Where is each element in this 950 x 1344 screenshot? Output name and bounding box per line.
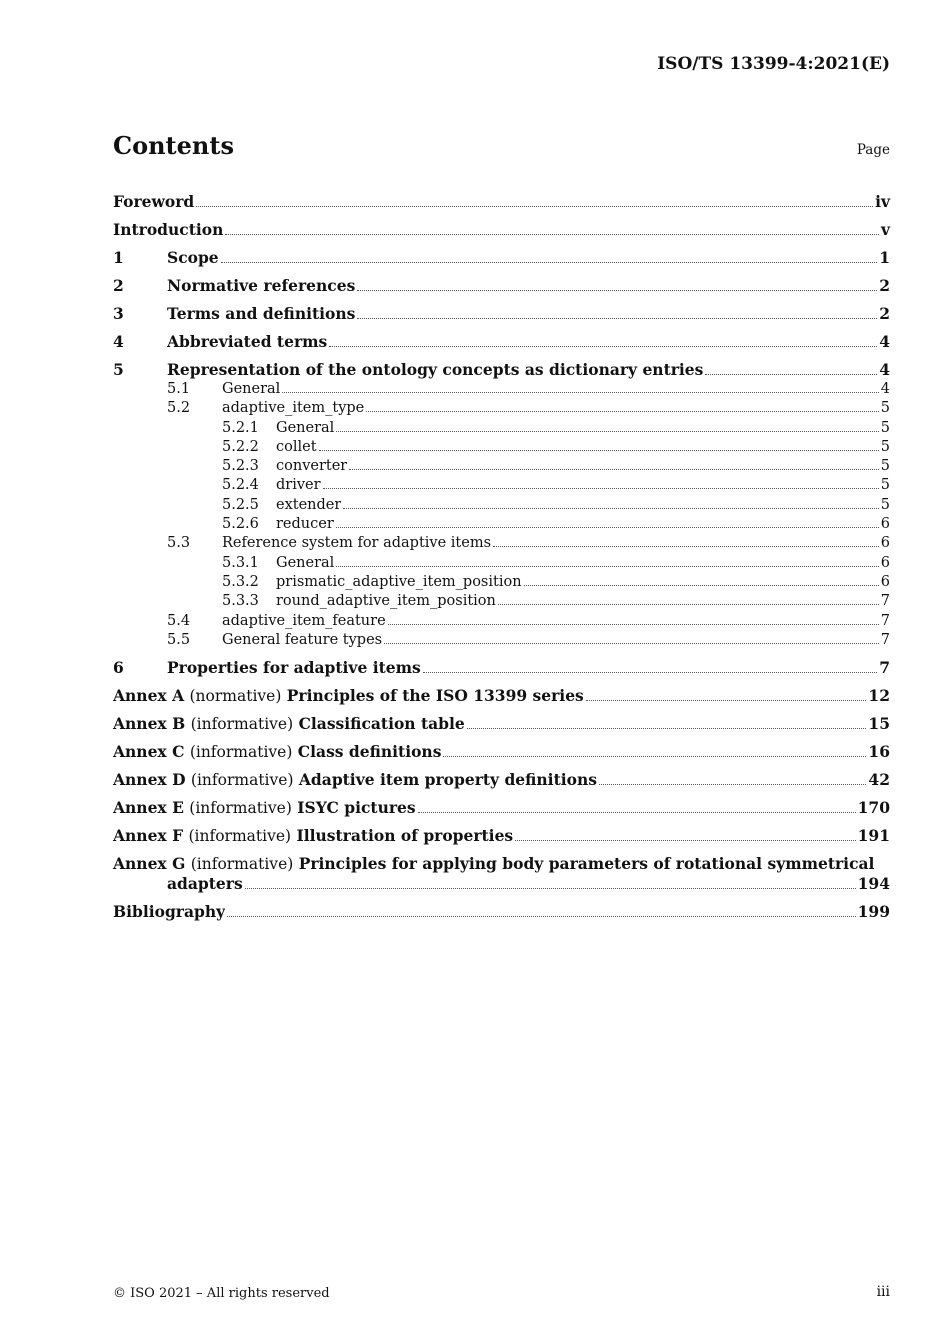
leader-dots bbox=[349, 469, 879, 470]
toc-entry-title: Abbreviated terms bbox=[167, 332, 328, 351]
toc-entry[interactable] bbox=[113, 438, 890, 457]
toc-page-number: 2 bbox=[879, 276, 890, 295]
toc-entry-title bbox=[113, 770, 597, 790]
toc-section-number: 5.2.4 bbox=[222, 477, 259, 494]
toc-entry-continuation bbox=[113, 874, 890, 894]
leader-dots bbox=[366, 411, 878, 412]
leader-dots bbox=[384, 643, 879, 644]
toc-entry-title: reducer bbox=[276, 516, 334, 533]
leader-dots bbox=[423, 672, 877, 673]
toc-entry[interactable] bbox=[113, 534, 890, 553]
annex-label: Annex C bbox=[113, 742, 185, 762]
annex-qualifier: (informative) bbox=[189, 743, 293, 762]
toc-entry-annex[interactable] bbox=[113, 770, 890, 790]
toc-section-number: 5.3.1 bbox=[222, 554, 259, 571]
annex-label: Annex F bbox=[113, 826, 184, 846]
page-column-label: Page bbox=[856, 142, 890, 158]
toc-entry-title bbox=[113, 798, 416, 818]
toc-entry[interactable] bbox=[113, 902, 890, 922]
toc-entry-title: Representation of the ontology concepts as dictionary entries bbox=[167, 360, 704, 379]
toc-page-number: 7 bbox=[880, 593, 890, 610]
toc-entry-annex[interactable] bbox=[113, 742, 890, 762]
toc-entry-annex[interactable] bbox=[113, 854, 890, 894]
toc-entry[interactable] bbox=[113, 380, 890, 399]
toc-entry[interactable] bbox=[113, 592, 890, 611]
leader-dots bbox=[282, 392, 878, 393]
annex-title: Adaptive item property definitions bbox=[298, 770, 597, 790]
toc-entry-title: Introduction bbox=[113, 220, 224, 239]
annex-title: Principles for applying body parameters of rotational symmetrical bbox=[298, 854, 875, 874]
annex-title: Classification table bbox=[298, 714, 465, 734]
toc-entry-title-line bbox=[113, 854, 890, 874]
annex-qualifier: (informative) bbox=[190, 715, 294, 734]
annex-label: Annex G bbox=[113, 854, 186, 874]
annex-qualifier: (informative) bbox=[190, 855, 294, 874]
toc-entry-annex[interactable] bbox=[113, 686, 890, 706]
toc-entry[interactable] bbox=[113, 360, 890, 380]
annex-label: Annex A bbox=[113, 686, 185, 706]
toc-entry-annex[interactable] bbox=[113, 826, 890, 846]
toc-section-number: 2 bbox=[113, 276, 124, 295]
toc-page-number: 5 bbox=[880, 458, 890, 475]
annex-qualifier: (informative) bbox=[190, 771, 294, 790]
leader-dots bbox=[357, 290, 877, 291]
toc-entry-title: prismatic_adaptive_item_position bbox=[276, 573, 522, 590]
toc-entry[interactable] bbox=[113, 612, 890, 631]
table-of-contents bbox=[113, 184, 890, 922]
annex-qualifier: (informative) bbox=[188, 827, 292, 846]
toc-entry-title: round_adaptive_item_position bbox=[276, 593, 496, 610]
document-header-id: ISO/TS 13399-4:2021(E) bbox=[657, 54, 890, 74]
toc-section-number: 5.2 bbox=[167, 400, 191, 417]
toc-entry[interactable] bbox=[113, 419, 890, 438]
toc-section-number: 5.1 bbox=[167, 381, 191, 397]
toc-entry-title: Bibliography bbox=[113, 902, 226, 922]
toc-section-number: 5.2.2 bbox=[222, 438, 259, 455]
toc-page-number: 15 bbox=[868, 714, 890, 734]
toc-entry[interactable] bbox=[113, 554, 890, 573]
toc-page-number: 12 bbox=[868, 686, 890, 706]
leader-dots bbox=[245, 888, 856, 889]
toc-page-number: 5 bbox=[880, 419, 890, 436]
leader-dots bbox=[599, 784, 866, 785]
leader-dots bbox=[705, 374, 877, 375]
leader-dots bbox=[586, 700, 867, 701]
toc-entry[interactable] bbox=[113, 192, 890, 212]
toc-section-number: 5.5 bbox=[167, 631, 191, 648]
leader-dots bbox=[498, 604, 879, 605]
toc-entry-title: Terms and definitions bbox=[167, 304, 356, 323]
annex-title: Illustration of properties bbox=[296, 826, 514, 846]
toc-section-number: 4 bbox=[113, 332, 124, 351]
leader-dots bbox=[221, 262, 878, 263]
toc-entry[interactable] bbox=[113, 496, 890, 515]
toc-page-number: 170 bbox=[857, 798, 890, 818]
annex-qualifier: (informative) bbox=[189, 799, 292, 818]
leader-dots bbox=[323, 488, 879, 489]
toc-page-number: 4 bbox=[880, 381, 890, 397]
leader-dots bbox=[196, 206, 873, 207]
leader-dots bbox=[329, 346, 877, 347]
toc-entry[interactable] bbox=[113, 476, 890, 495]
leader-dots bbox=[524, 585, 879, 586]
toc-entry-title bbox=[113, 714, 465, 734]
toc-page-number: 194 bbox=[857, 874, 890, 894]
leader-dots bbox=[343, 508, 878, 509]
toc-entry[interactable] bbox=[113, 304, 890, 324]
toc-entry-title: converter bbox=[276, 458, 348, 475]
toc-page-number: 1 bbox=[879, 248, 890, 267]
toc-entry[interactable] bbox=[113, 573, 890, 592]
toc-entry-title: adaptive_item_type bbox=[222, 400, 365, 417]
toc-entry-title: General bbox=[276, 419, 335, 436]
toc-page-number: 6 bbox=[880, 573, 890, 590]
toc-entry-annex[interactable] bbox=[113, 798, 890, 818]
leader-dots bbox=[493, 546, 879, 547]
toc-section-number: 5.2.5 bbox=[222, 496, 259, 513]
toc-entry-title: Foreword bbox=[113, 192, 195, 211]
toc-page-number: 6 bbox=[880, 554, 890, 571]
toc-entry[interactable] bbox=[113, 220, 890, 240]
toc-page-number: 4 bbox=[879, 332, 890, 351]
toc-section-number: 5.3.3 bbox=[222, 593, 259, 610]
annex-title-continuation: adapters bbox=[167, 874, 243, 894]
contents-heading: Contents bbox=[113, 131, 234, 160]
toc-entry-title: General bbox=[276, 554, 335, 571]
toc-entry-title bbox=[113, 826, 513, 846]
toc-entry-title: adaptive_item_feature bbox=[222, 612, 386, 629]
leader-dots bbox=[418, 812, 856, 813]
toc-section-number: 3 bbox=[113, 304, 124, 323]
leader-dots bbox=[336, 566, 878, 567]
toc-page-number: 6 bbox=[880, 535, 890, 552]
toc-entry-title: General feature types bbox=[222, 631, 383, 648]
toc-entry[interactable] bbox=[113, 515, 890, 534]
toc-page-number: iv bbox=[875, 192, 890, 211]
footer-page-number: iii bbox=[876, 1284, 890, 1300]
toc-entry[interactable] bbox=[113, 248, 890, 268]
toc-entry-title bbox=[113, 686, 584, 706]
toc-entry-title: General bbox=[222, 381, 281, 397]
toc-entry[interactable] bbox=[113, 276, 890, 296]
annex-title: ISYC pictures bbox=[297, 798, 416, 818]
toc-section-number: 5.2.3 bbox=[222, 458, 259, 475]
toc-entry-title: collet bbox=[276, 438, 317, 455]
toc-page-number: 5 bbox=[880, 477, 890, 494]
annex-label: Annex D bbox=[113, 770, 186, 790]
toc-entry[interactable] bbox=[113, 457, 890, 476]
leader-dots bbox=[388, 624, 879, 625]
toc-entry[interactable] bbox=[113, 658, 890, 678]
leader-dots bbox=[443, 756, 866, 757]
leader-dots bbox=[357, 318, 877, 319]
annex-label: Annex B bbox=[113, 714, 186, 734]
toc-entry-title: Properties for adaptive items bbox=[167, 658, 421, 678]
toc-entry[interactable] bbox=[113, 399, 890, 418]
toc-page-number: 5 bbox=[880, 496, 890, 513]
toc-page-number: 199 bbox=[857, 902, 890, 922]
leader-dots bbox=[515, 840, 855, 841]
toc-page-number: v bbox=[880, 220, 890, 239]
annex-title: Principles of the ISO 13399 series bbox=[286, 686, 584, 706]
leader-dots bbox=[336, 527, 879, 528]
toc-entry[interactable] bbox=[113, 332, 890, 352]
toc-page-number: 7 bbox=[880, 631, 890, 648]
toc-page-number: 191 bbox=[857, 826, 890, 846]
toc-section-number: 5.3 bbox=[167, 535, 191, 552]
leader-dots bbox=[225, 234, 879, 235]
toc-page-number: 6 bbox=[880, 516, 890, 533]
toc-page-number: 2 bbox=[879, 304, 890, 323]
toc-entry[interactable] bbox=[113, 631, 890, 650]
toc-page-number: 5 bbox=[880, 400, 890, 417]
toc-section-number: 5.2.6 bbox=[222, 516, 259, 533]
toc-page-number: 16 bbox=[868, 742, 890, 762]
annex-title: Class definitions bbox=[297, 742, 442, 762]
toc-section-number: 5.4 bbox=[167, 612, 191, 629]
toc-entry-title bbox=[113, 742, 441, 762]
leader-dots bbox=[336, 431, 878, 432]
toc-section-number: 5 bbox=[113, 360, 124, 379]
toc-entry-title: Normative references bbox=[167, 276, 356, 295]
toc-entry-title: extender bbox=[276, 496, 342, 513]
toc-section-number: 6 bbox=[113, 658, 124, 678]
toc-entry-annex[interactable] bbox=[113, 714, 890, 734]
toc-page-number: 7 bbox=[879, 658, 890, 678]
toc-page-number: 4 bbox=[879, 360, 890, 379]
toc-entry-title: Reference system for adaptive items bbox=[222, 535, 492, 552]
annex-label: Annex E bbox=[113, 798, 184, 818]
toc-entry-title: Scope bbox=[167, 248, 219, 267]
annex-qualifier: (normative) bbox=[189, 687, 282, 706]
toc-section-number: 5.2.1 bbox=[222, 419, 259, 436]
leader-dots bbox=[227, 916, 856, 917]
leader-dots bbox=[319, 450, 879, 451]
toc-page-number: 5 bbox=[880, 438, 890, 455]
toc-section-number: 5.3.2 bbox=[222, 573, 259, 590]
toc-page-number: 42 bbox=[868, 770, 890, 790]
toc-section-number: 1 bbox=[113, 248, 124, 267]
toc-page-number: 7 bbox=[880, 612, 890, 629]
footer-copyright: © ISO 2021 – All rights reserved bbox=[113, 1286, 330, 1301]
leader-dots bbox=[467, 728, 867, 729]
toc-entry-title: driver bbox=[276, 477, 321, 494]
